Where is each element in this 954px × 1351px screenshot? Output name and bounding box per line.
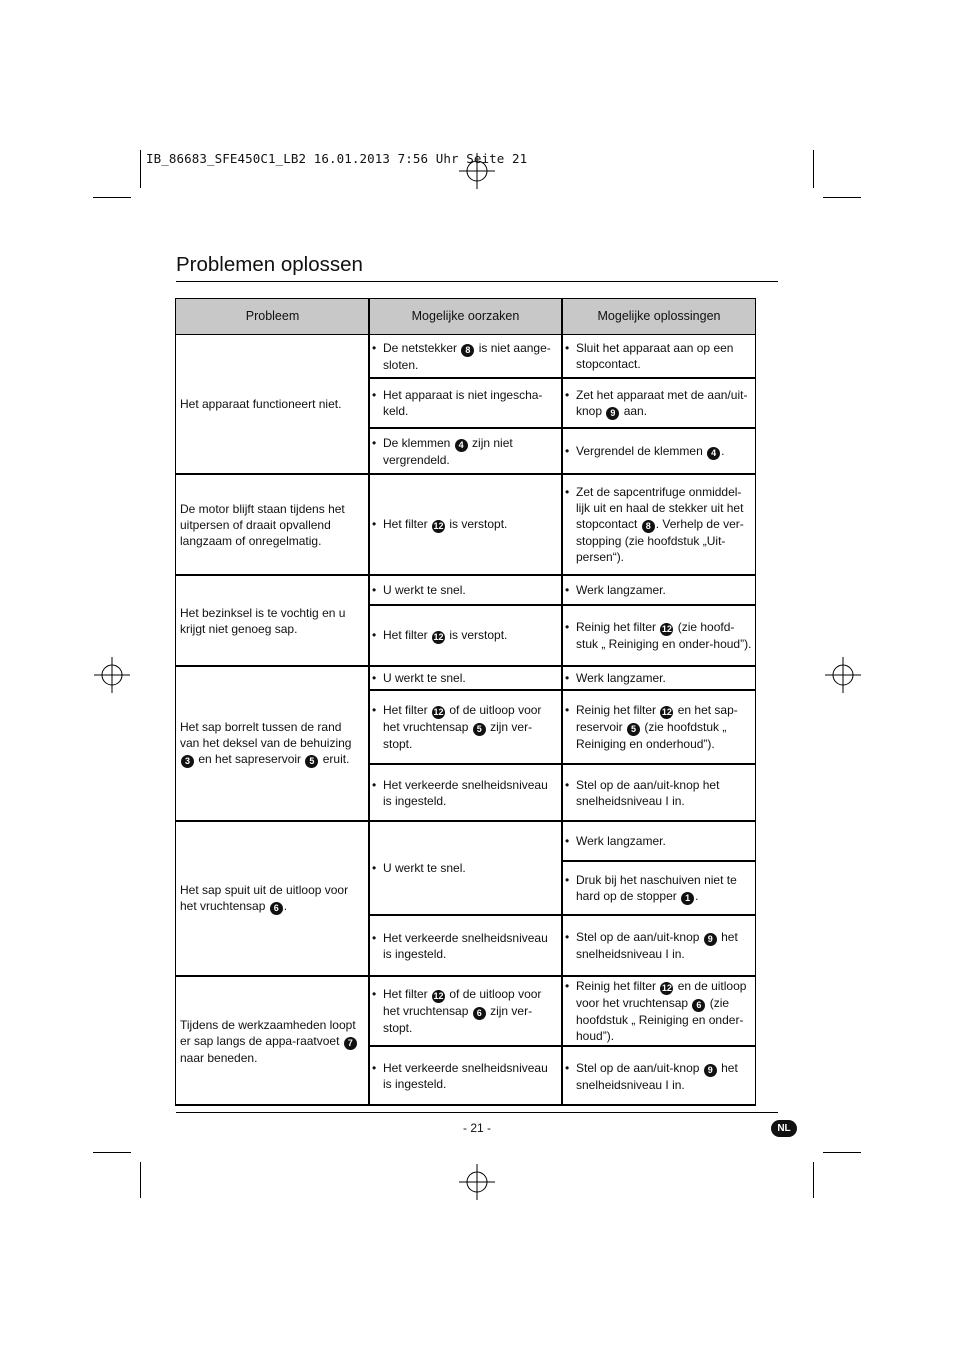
bullet-item	[565, 387, 752, 420]
cause-divider	[369, 689, 561, 691]
cause-cell	[372, 821, 557, 915]
solution-cell	[565, 428, 752, 474]
bullet-item	[565, 443, 752, 460]
solution-cell	[565, 378, 752, 428]
bullet-item	[372, 702, 557, 752]
registration-mark-icon	[459, 1164, 495, 1200]
crop-mark	[813, 150, 814, 188]
cell-text: Het filter	[383, 703, 432, 717]
cell-text: De motor blijft staan tijdens het uitpersen of draait opvallend langzaam of onregelmatig.	[180, 501, 345, 548]
reference-number-icon: 5	[473, 723, 486, 736]
bullet-item	[372, 777, 557, 809]
cell-text: Reinig het filter	[576, 620, 660, 634]
cell-text: het snelheidsniveau I in.	[576, 930, 738, 961]
bullet-item	[565, 340, 752, 372]
bullet-item	[372, 627, 557, 644]
cause-cell	[372, 976, 557, 1046]
cell-text: Vergrendel de klemmen	[576, 443, 707, 458]
bullet-item	[565, 1060, 752, 1093]
bullet-item	[565, 582, 752, 598]
cause-divider	[369, 427, 561, 429]
reference-number-icon: 12	[433, 707, 444, 717]
problem-text	[180, 605, 364, 637]
cell-text: Zet het apparaat met de aan/uit-knop	[576, 387, 748, 418]
bullet-item	[372, 516, 557, 533]
problem-text	[180, 719, 364, 768]
solution-cell	[565, 821, 752, 861]
cell-text: en de uitloop voor het vruchtensap	[576, 979, 747, 1010]
print-slug: IB_86683_SFE450C1_LB2 16.01.2013 7:56 Uhr Seite 21	[146, 151, 528, 166]
cell-text: naar beneden.	[180, 1050, 258, 1065]
crop-mark	[823, 1152, 861, 1153]
cell-text: (zie hoofd-stuk „ Reiniging en onder-houd”).	[576, 620, 752, 651]
cause-cell	[372, 1046, 557, 1106]
cause-divider	[369, 377, 561, 379]
solution-divider	[562, 427, 756, 429]
bullet-item	[372, 435, 557, 468]
bullet-item	[372, 986, 557, 1036]
solution-cell	[565, 915, 752, 976]
problem-cell	[180, 976, 364, 1106]
reference-number-icon: 8	[461, 344, 474, 357]
cell-text: Druk bij het naschuiven niet te hard op de stopper	[576, 872, 737, 903]
cell-text: Werk langzamer.	[576, 671, 666, 685]
reference-number-icon: 6	[270, 902, 283, 915]
cell-text: (zie hoofdstuk „ Reiniging en onder-houd”).	[576, 996, 744, 1043]
cell-text: is verstopt.	[446, 628, 508, 642]
troubleshooting-table	[175, 298, 756, 1106]
reference-number-icon: 12	[433, 991, 444, 1001]
page-number: - 21 -	[463, 1121, 492, 1135]
footer-rule	[176, 1112, 778, 1113]
solution-cell	[565, 861, 752, 915]
problem-cell	[180, 821, 364, 976]
cell-text: zijn ver-stopt.	[383, 1004, 533, 1035]
cell-text: aan.	[620, 403, 648, 418]
cell-text: Tijdens de werkzaamheden loopt er sap langs de appa-raatvoet	[180, 1017, 356, 1048]
cell-text: zijn niet vergrendeld.	[383, 435, 513, 467]
cause-cell	[372, 428, 557, 474]
solution-cell	[565, 334, 752, 378]
cell-text: of de uitloop voor het vruchtensap	[383, 703, 542, 734]
problem-cell	[180, 334, 364, 474]
solution-cell	[565, 666, 752, 690]
cause-cell	[372, 474, 557, 575]
reference-number-icon: 9	[704, 933, 717, 946]
bullet-item	[565, 872, 752, 905]
cell-text: U werkt te snel.	[383, 671, 466, 685]
column-header-oplossingen: Mogelijke oplossingen	[597, 309, 721, 323]
cell-text: Het sap borrelt tussen de rand van het deksel van de behuizing	[180, 720, 352, 750]
cell-text: U werkt te snel.	[383, 861, 466, 875]
cause-cell	[372, 575, 557, 605]
cell-text: Het verkeerde snelheidsniveau is ingesteld.	[383, 777, 548, 808]
bullet-item	[372, 387, 557, 419]
bullet-item	[565, 484, 752, 565]
cell-text: Het apparaat is niet ingescha-keld.	[383, 388, 543, 418]
bullet-item	[372, 930, 557, 962]
solution-cell	[565, 976, 752, 1046]
cell-text: Het verkeerde snelheidsniveau is ingesteld.	[383, 1061, 548, 1091]
column-header-probleem: Probleem	[245, 309, 300, 323]
reference-number-icon: 12	[661, 624, 672, 634]
problem-text	[180, 501, 364, 549]
registration-mark-icon	[94, 657, 130, 693]
cell-text: Stel op de aan/uit-knop	[576, 1060, 703, 1075]
reference-number-icon: 8	[642, 520, 655, 533]
bullet-item	[372, 670, 557, 686]
solution-cell	[565, 575, 752, 605]
problem-text	[180, 396, 364, 412]
problem-text	[180, 1017, 364, 1066]
cell-text: . Verhelp de ver-stopping (zie hoofdstuk „Uit-persen“).	[576, 517, 744, 564]
cause-divider	[369, 604, 561, 606]
cell-text: De netstekker	[383, 340, 461, 355]
cell-text: Stel op de aan/uit-knop	[576, 930, 703, 944]
registration-mark-icon	[825, 657, 861, 693]
problem-cell	[180, 575, 364, 666]
solution-divider	[562, 763, 756, 765]
cause-divider	[369, 763, 561, 765]
cell-text: Het bezinksel is te vochtig en u krijgt niet genoeg sap.	[180, 605, 346, 636]
reference-number-icon: 9	[704, 1064, 717, 1077]
crop-mark	[140, 150, 141, 188]
reference-number-icon: 5	[305, 755, 318, 768]
solution-divider	[562, 1045, 756, 1047]
cell-text: Het verkeerde snelheidsniveau is ingesteld.	[383, 930, 548, 961]
cell-text: De klemmen	[383, 435, 454, 450]
cause-divider	[369, 914, 561, 916]
bullet-item	[565, 670, 752, 686]
registration-mark-icon	[459, 153, 495, 189]
reference-number-icon: 1	[681, 892, 694, 905]
bullet-item	[565, 929, 752, 962]
cell-text: Sluit het apparaat aan op een stopcontact.	[576, 341, 734, 371]
solution-divider	[562, 860, 756, 862]
bullet-item	[372, 1060, 557, 1092]
reference-number-icon: 3	[181, 755, 194, 768]
reference-number-icon: 7	[344, 1037, 357, 1050]
reference-number-icon: 5	[627, 723, 640, 736]
bullet-item	[565, 702, 752, 752]
reference-number-icon: 6	[473, 1007, 486, 1020]
problem-cell	[180, 666, 364, 821]
cell-text: .	[695, 888, 699, 903]
column-divider	[368, 299, 370, 1104]
cell-text: Reinig het filter	[576, 703, 660, 717]
cell-text: Werk langzamer.	[576, 583, 666, 597]
reference-number-icon: 12	[661, 983, 672, 993]
reference-number-icon: 12	[661, 707, 672, 717]
cell-text: en het sapreservoir	[195, 752, 305, 766]
bullet-item	[565, 833, 752, 849]
crop-mark	[93, 197, 131, 198]
cell-text: Het apparaat functioneert niet.	[180, 397, 342, 411]
bullet-item	[565, 978, 752, 1044]
reference-number-icon: 6	[692, 999, 705, 1012]
reference-number-icon: 12	[433, 521, 444, 531]
cell-text: Reinig het filter	[576, 979, 660, 993]
bullet-item	[372, 860, 557, 876]
solution-divider	[562, 604, 756, 606]
bullet-item	[565, 619, 752, 652]
cause-divider	[369, 1045, 561, 1047]
solution-cell	[565, 764, 752, 821]
cell-text: Werk langzamer.	[576, 834, 666, 848]
language-badge: NL	[771, 1120, 797, 1137]
cell-text: is verstopt.	[446, 517, 508, 531]
crop-mark	[140, 1162, 141, 1198]
cell-text: en het sap-reservoir	[576, 703, 738, 734]
solution-cell	[565, 605, 752, 666]
cell-text: het snelheidsniveau I in.	[576, 1060, 738, 1092]
column-divider	[561, 299, 563, 1104]
solution-divider	[562, 377, 756, 379]
cell-text: (zie hoofdstuk „ Reiniging en onderhoud”).	[576, 720, 727, 751]
cell-text: is niet aange-sloten.	[383, 340, 551, 372]
bullet-item	[372, 340, 557, 373]
problem-cell	[180, 474, 364, 575]
crop-mark	[93, 1152, 131, 1153]
cell-text: Het sap spuit uit de uitloop voor het vruchtensap	[180, 883, 349, 913]
cell-text: Het filter	[383, 517, 432, 531]
reference-number-icon: 12	[433, 632, 444, 642]
cell-text: Het filter	[383, 628, 432, 642]
solution-cell	[565, 1046, 752, 1106]
reference-number-icon: 4	[707, 447, 720, 460]
solution-divider	[562, 689, 756, 691]
cell-text: Het filter	[383, 987, 432, 1001]
cell-text: U werkt te snel.	[383, 583, 466, 597]
cell-text: Zet de sapcentrifuge onmiddel-lijk uit en haal de stekker uit het stopcontact	[576, 485, 744, 531]
problem-text	[180, 882, 364, 915]
column-header-oorzaken: Mogelijke oorzaken	[411, 309, 520, 323]
reference-number-icon: 4	[455, 439, 468, 452]
reference-number-icon: 9	[606, 407, 619, 420]
cause-cell	[372, 378, 557, 428]
solution-cell	[565, 690, 752, 764]
cell-text: of de uitloop voor het vruchtensap	[383, 987, 542, 1018]
crop-mark	[823, 197, 861, 198]
cause-cell	[372, 666, 557, 690]
cause-cell	[372, 334, 557, 378]
cause-cell	[372, 915, 557, 976]
cause-cell	[372, 764, 557, 821]
cell-text: .	[721, 443, 725, 458]
solution-divider	[562, 914, 756, 916]
cell-text: .	[283, 899, 288, 913]
crop-mark	[813, 1162, 814, 1198]
cell-text: zijn ver-stopt.	[383, 720, 533, 751]
cell-text: eruit.	[319, 752, 350, 766]
cause-cell	[372, 690, 557, 764]
page-title: Problemen oplossen	[176, 253, 363, 276]
bullet-item	[565, 777, 752, 809]
cause-cell	[372, 605, 557, 666]
solution-cell	[565, 474, 752, 575]
title-rule	[176, 281, 778, 282]
cell-text: Stel op de aan/uit-knop het snelheidsniveau I in.	[576, 777, 720, 808]
bullet-item	[372, 582, 557, 598]
